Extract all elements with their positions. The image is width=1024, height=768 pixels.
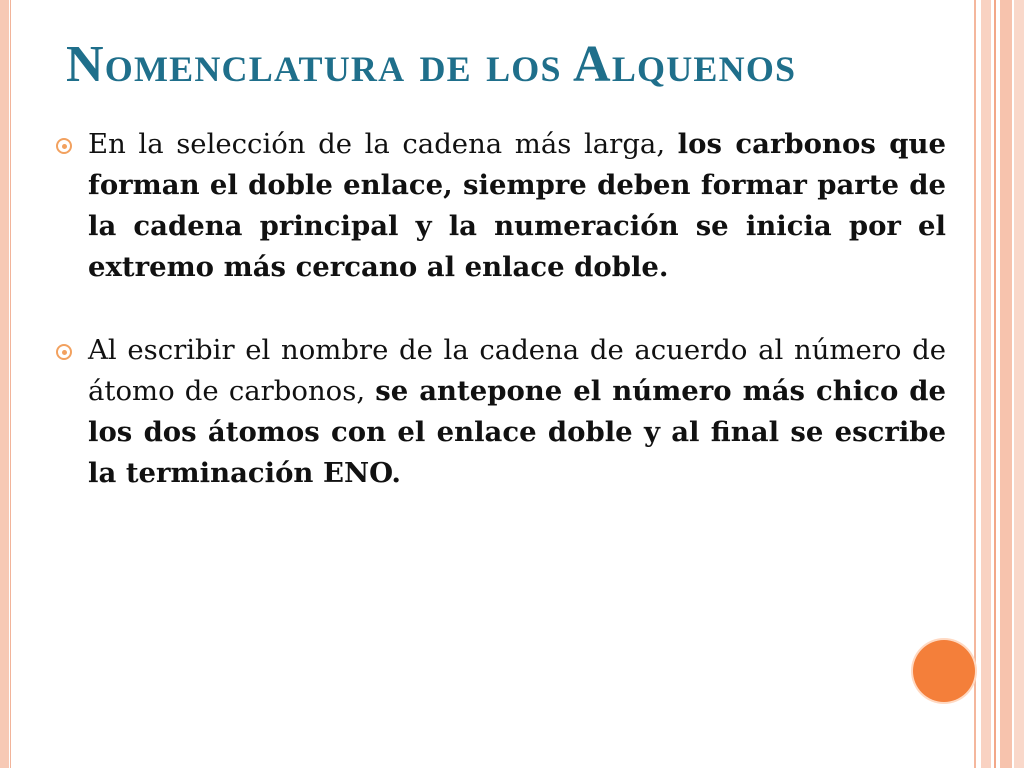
slide-title: Nomenclatura de los Alquenos (66, 36, 797, 93)
bullet-text-normal: En la selección de la cadena más larga, (88, 128, 678, 160)
bullet-item (56, 124, 946, 288)
stripe (994, 0, 996, 768)
orange-circle-decoration (913, 640, 975, 702)
bullet-text-normal: Al escribir el nombre de la cadena de acuerdo al número de átomo de carbonos, (88, 334, 946, 407)
stripe (1000, 0, 1012, 768)
left-decorative-edge (0, 0, 9, 768)
right-decorative-stripes (974, 0, 1024, 768)
bullet-text-bold: los carbonos que forman el doble enlace, siempre deben formar parte de la cadena principal y la numeración se inicia por el extremo más cercano al enlace doble. (88, 128, 946, 283)
stripe (981, 0, 991, 768)
bullet-text-bold: se antepone el número más chico de los dos átomos con el enlace doble y al final se escribe la terminación ENO. (88, 375, 947, 489)
circle-bullet-icon (56, 344, 72, 360)
left-decorative-line (10, 0, 11, 768)
stripe (1014, 0, 1024, 768)
bullet-list (56, 124, 946, 494)
bullet-item (56, 330, 946, 494)
circle-bullet-icon (56, 138, 72, 154)
stripe (974, 0, 976, 768)
